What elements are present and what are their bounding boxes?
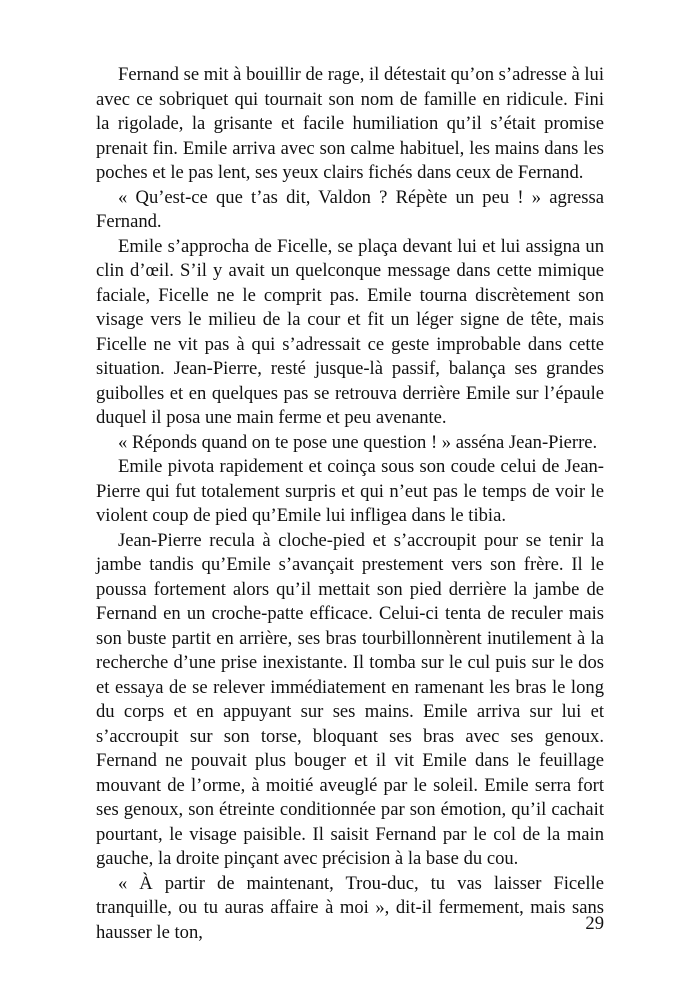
paragraph: « Qu’est-ce que t’as dit, Valdon ? Répète un peu ! » agressa Fernand. bbox=[96, 186, 604, 232]
paragraph: « Réponds quand on te pose une question ! » asséna Jean-Pierre. bbox=[118, 431, 598, 453]
paragraph: Emile s’approcha de Ficelle, se plaça devant lui et lui assigna un clin d’œil. S’il y avait un quelconque message dans cette mimique faciale, Ficelle ne le comprit pas. Emile tourna discrètement son visage vers le milieu de la cour et fit un léger signe de tête, mais Ficelle ne vit pas à qui s’adressait ce geste improbable dans cette situation. Jean-Pierre, resté jusque-là passif, balança ses grandes guibolles et en quelques pas se retrouva derrière Emile sur l’épaule duquel il posa une main ferme et peu avenante. bbox=[96, 235, 604, 428]
paragraph: Jean-Pierre recula à cloche-pied et s’accroupit pour se tenir la jambe tandis qu’Emile s’avançait prestement vers son frère. Il le poussa fortement alors qu’il mettait son pied derrière la jambe de Fernand en un croche-patte efficace. Celui-ci tenta de reculer mais son buste partit en arrière, ses bras tourbillonnèrent inutilement à la recherche d’une prise inexistante. Il tomba sur le cul puis sur le dos et essaya de se relever immédiatement en ramenant les bras le long du corps et en appuyant sur ses mains. Emile arriva sur lui et s’accroupit sur son torse, bloquant ses bras avec ses genoux. Fernand ne pouvait plus bouger et il vit Emile dans le feuillage mouvant de l’orme, à moitié aveuglé par le soleil. Emile serra fort ses genoux, son étreinte conditionnée par son émotion, qu’il cachait pourtant, le visage paisible. Il saisit Fernand par le col de la main gauche, la droite pinçant avec précision à la base du cou. bbox=[96, 529, 604, 869]
paragraph: Emile pivota rapidement et coinça sous son coude celui de Jean-Pierre qui fut totalement surpris et qui n’eut pas le temps de voir le violent coup de pied qu’Emile lui infligea dans le tibia. bbox=[96, 456, 604, 526]
paragraph: Fernand se mit à bouillir de rage, il détestait qu’on s’adresse à lui avec ce sobriquet qui tournait son nom de famille en ridicule. Fini la rigolade, la grisante et facile humiliation qu’il s’était promise prenait fin. Emile arriva avec son calme habituel, les mains dans les poches et le pas lent, ses yeux clairs fichés dans ceux de Fernand. bbox=[96, 64, 604, 183]
body-text bbox=[96, 63, 604, 945]
paragraph: « À partir de maintenant, Trou-duc, tu vas laisser Ficelle tranquille, ou tu auras affaire à moi », dit-il fermement, mais sans hausser le ton, bbox=[96, 872, 604, 943]
page-number: 29 bbox=[585, 913, 604, 934]
